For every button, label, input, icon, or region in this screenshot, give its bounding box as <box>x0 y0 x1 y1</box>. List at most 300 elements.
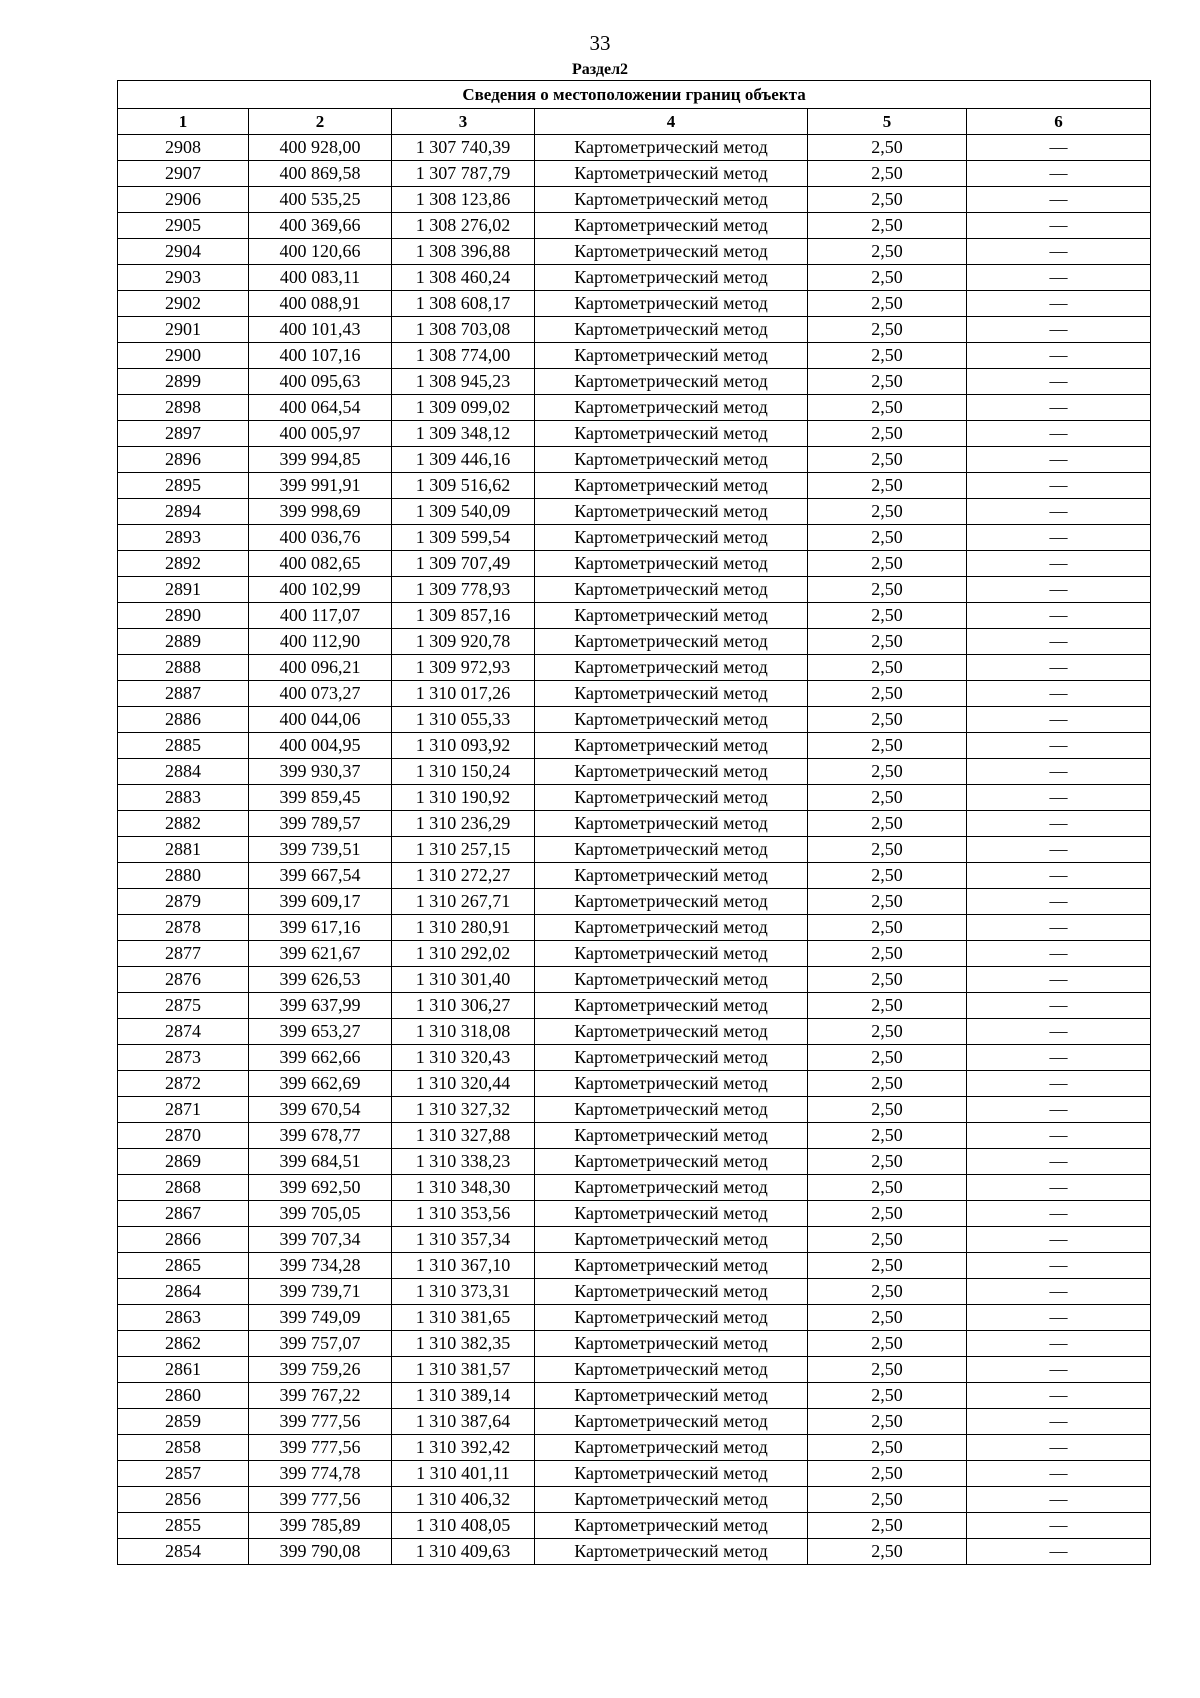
y-coordinate-cell: 1 308 945,23 <box>392 369 535 395</box>
table-row <box>118 993 1151 1019</box>
method-cell: Картометрический метод <box>535 447 808 473</box>
accuracy-cell: 2,50 <box>808 655 967 681</box>
y-coordinate-cell: 1 310 401,11 <box>392 1461 535 1487</box>
y-coordinate-cell: 1 310 272,27 <box>392 863 535 889</box>
point-number-cell: 2879 <box>118 889 249 915</box>
point-number-cell: 2891 <box>118 577 249 603</box>
point-number-cell: 2900 <box>118 343 249 369</box>
point-number-cell: 2868 <box>118 1175 249 1201</box>
method-cell: Картометрический метод <box>535 317 808 343</box>
description-cell: — <box>967 1253 1151 1279</box>
point-number-cell: 2884 <box>118 759 249 785</box>
method-cell: Картометрический метод <box>535 1357 808 1383</box>
accuracy-cell: 2,50 <box>808 629 967 655</box>
method-cell: Картометрический метод <box>535 759 808 785</box>
point-number-cell: 2865 <box>118 1253 249 1279</box>
x-coordinate-cell: 400 535,25 <box>249 187 392 213</box>
point-number-cell: 2887 <box>118 681 249 707</box>
table-row <box>118 343 1151 369</box>
point-number-cell: 2862 <box>118 1331 249 1357</box>
method-cell: Картометрический метод <box>535 1513 808 1539</box>
point-number-cell: 2874 <box>118 1019 249 1045</box>
accuracy-cell: 2,50 <box>808 1435 967 1461</box>
description-cell: — <box>967 577 1151 603</box>
table-row <box>118 213 1151 239</box>
accuracy-cell: 2,50 <box>808 863 967 889</box>
table-row <box>118 707 1151 733</box>
point-number-cell: 2881 <box>118 837 249 863</box>
point-number-cell: 2893 <box>118 525 249 551</box>
description-cell: — <box>967 603 1151 629</box>
description-cell: — <box>967 811 1151 837</box>
description-cell: — <box>967 681 1151 707</box>
method-cell: Картометрический метод <box>535 681 808 707</box>
point-number-cell: 2901 <box>118 317 249 343</box>
y-coordinate-cell: 1 310 267,71 <box>392 889 535 915</box>
column-number: 3 <box>392 109 535 135</box>
table-row <box>118 1201 1151 1227</box>
accuracy-cell: 2,50 <box>808 1383 967 1409</box>
table-row <box>118 1149 1151 1175</box>
point-number-cell: 2886 <box>118 707 249 733</box>
point-number-cell: 2883 <box>118 785 249 811</box>
x-coordinate-cell: 399 739,71 <box>249 1279 392 1305</box>
description-cell: — <box>967 1071 1151 1097</box>
description-cell: — <box>967 863 1151 889</box>
table-header <box>118 81 1151 135</box>
y-coordinate-cell: 1 310 280,91 <box>392 915 535 941</box>
point-number-cell: 2861 <box>118 1357 249 1383</box>
table-row <box>118 421 1151 447</box>
description-cell: — <box>967 499 1151 525</box>
section-title: Раздел2 <box>571 61 629 78</box>
point-number-cell: 2870 <box>118 1123 249 1149</box>
description-cell: — <box>967 213 1151 239</box>
table-row <box>118 1357 1151 1383</box>
method-cell: Картометрический метод <box>535 941 808 967</box>
accuracy-cell: 2,50 <box>808 1461 967 1487</box>
description-cell: — <box>967 837 1151 863</box>
x-coordinate-cell: 399 767,22 <box>249 1383 392 1409</box>
description-cell: — <box>967 1383 1151 1409</box>
point-number-cell: 2857 <box>118 1461 249 1487</box>
point-number-cell: 2880 <box>118 863 249 889</box>
accuracy-cell: 2,50 <box>808 1097 967 1123</box>
accuracy-cell: 2,50 <box>808 811 967 837</box>
description-cell: — <box>967 525 1151 551</box>
x-coordinate-cell: 399 621,67 <box>249 941 392 967</box>
accuracy-cell: 2,50 <box>808 759 967 785</box>
point-number-cell: 2866 <box>118 1227 249 1253</box>
x-coordinate-cell: 400 096,21 <box>249 655 392 681</box>
accuracy-cell: 2,50 <box>808 993 967 1019</box>
y-coordinate-cell: 1 308 774,00 <box>392 343 535 369</box>
description-cell: — <box>967 161 1151 187</box>
table-row <box>118 1045 1151 1071</box>
table-row <box>118 863 1151 889</box>
y-coordinate-cell: 1 308 396,88 <box>392 239 535 265</box>
description-cell: — <box>967 447 1151 473</box>
table-row <box>118 1487 1151 1513</box>
point-number-cell: 2885 <box>118 733 249 759</box>
description-cell: — <box>967 915 1151 941</box>
x-coordinate-cell: 400 101,43 <box>249 317 392 343</box>
y-coordinate-cell: 1 310 093,92 <box>392 733 535 759</box>
column-number: 6 <box>967 109 1151 135</box>
accuracy-cell: 2,50 <box>808 1253 967 1279</box>
point-number-cell: 2904 <box>118 239 249 265</box>
x-coordinate-cell: 400 082,65 <box>249 551 392 577</box>
point-number-cell: 2882 <box>118 811 249 837</box>
accuracy-cell: 2,50 <box>808 551 967 577</box>
x-coordinate-cell: 399 705,05 <box>249 1201 392 1227</box>
description-cell: — <box>967 239 1151 265</box>
y-coordinate-cell: 1 310 382,35 <box>392 1331 535 1357</box>
description-cell: — <box>967 421 1151 447</box>
accuracy-cell: 2,50 <box>808 265 967 291</box>
description-cell: — <box>967 473 1151 499</box>
table-row <box>118 317 1151 343</box>
description-cell: — <box>967 1461 1151 1487</box>
description-cell: — <box>967 1513 1151 1539</box>
description-cell: — <box>967 1149 1151 1175</box>
y-coordinate-cell: 1 310 320,44 <box>392 1071 535 1097</box>
method-cell: Картометрический метод <box>535 499 808 525</box>
y-coordinate-cell: 1 309 540,09 <box>392 499 535 525</box>
method-cell: Картометрический метод <box>535 629 808 655</box>
y-coordinate-cell: 1 310 292,02 <box>392 941 535 967</box>
x-coordinate-cell: 399 617,16 <box>249 915 392 941</box>
table-row <box>118 473 1151 499</box>
column-number: 4 <box>535 109 808 135</box>
description-cell: — <box>967 291 1151 317</box>
table-row <box>118 837 1151 863</box>
method-cell: Картометрический метод <box>535 1123 808 1149</box>
accuracy-cell: 2,50 <box>808 733 967 759</box>
point-number-cell: 2907 <box>118 161 249 187</box>
x-coordinate-cell: 399 790,08 <box>249 1539 392 1565</box>
y-coordinate-cell: 1 310 338,23 <box>392 1149 535 1175</box>
point-number-cell: 2898 <box>118 395 249 421</box>
method-cell: Картометрический метод <box>535 1487 808 1513</box>
description-cell: — <box>967 967 1151 993</box>
x-coordinate-cell: 400 120,66 <box>249 239 392 265</box>
accuracy-cell: 2,50 <box>808 187 967 213</box>
table-row <box>118 395 1151 421</box>
table-row <box>118 1461 1151 1487</box>
method-cell: Картометрический метод <box>535 837 808 863</box>
method-cell: Картометрический метод <box>535 1331 808 1357</box>
description-cell: — <box>967 1357 1151 1383</box>
description-cell: — <box>967 785 1151 811</box>
accuracy-cell: 2,50 <box>808 135 967 161</box>
table-row <box>118 1019 1151 1045</box>
x-coordinate-cell: 399 757,07 <box>249 1331 392 1357</box>
table-row <box>118 577 1151 603</box>
x-coordinate-cell: 400 869,58 <box>249 161 392 187</box>
point-number-cell: 2871 <box>118 1097 249 1123</box>
x-coordinate-cell: 399 777,56 <box>249 1487 392 1513</box>
point-number-cell: 2863 <box>118 1305 249 1331</box>
x-coordinate-cell: 399 662,69 <box>249 1071 392 1097</box>
accuracy-cell: 2,50 <box>808 473 967 499</box>
accuracy-cell: 2,50 <box>808 499 967 525</box>
table-row <box>118 161 1151 187</box>
table-row <box>118 655 1151 681</box>
y-coordinate-cell: 1 309 857,16 <box>392 603 535 629</box>
x-coordinate-cell: 400 102,99 <box>249 577 392 603</box>
method-cell: Картометрический метод <box>535 1019 808 1045</box>
method-cell: Картометрический метод <box>535 161 808 187</box>
description-cell: — <box>967 733 1151 759</box>
accuracy-cell: 2,50 <box>808 1175 967 1201</box>
table-row <box>118 1331 1151 1357</box>
x-coordinate-cell: 400 369,66 <box>249 213 392 239</box>
y-coordinate-cell: 1 307 787,79 <box>392 161 535 187</box>
point-number-cell: 2869 <box>118 1149 249 1175</box>
x-coordinate-cell: 400 036,76 <box>249 525 392 551</box>
accuracy-cell: 2,50 <box>808 213 967 239</box>
x-coordinate-cell: 399 692,50 <box>249 1175 392 1201</box>
method-cell: Картометрический метод <box>535 1045 808 1071</box>
y-coordinate-cell: 1 310 367,10 <box>392 1253 535 1279</box>
table-row <box>118 499 1151 525</box>
table-row <box>118 525 1151 551</box>
accuracy-cell: 2,50 <box>808 395 967 421</box>
x-coordinate-cell: 400 073,27 <box>249 681 392 707</box>
x-coordinate-cell: 400 044,06 <box>249 707 392 733</box>
x-coordinate-cell: 399 789,57 <box>249 811 392 837</box>
x-coordinate-cell: 399 774,78 <box>249 1461 392 1487</box>
y-coordinate-cell: 1 309 920,78 <box>392 629 535 655</box>
accuracy-cell: 2,50 <box>808 1149 967 1175</box>
method-cell: Картометрический метод <box>535 1175 808 1201</box>
y-coordinate-cell: 1 307 740,39 <box>392 135 535 161</box>
description-cell: — <box>967 343 1151 369</box>
table-row <box>118 603 1151 629</box>
x-coordinate-cell: 400 005,97 <box>249 421 392 447</box>
accuracy-cell: 2,50 <box>808 343 967 369</box>
y-coordinate-cell: 1 310 409,63 <box>392 1539 535 1565</box>
table-row <box>118 915 1151 941</box>
point-number-cell: 2889 <box>118 629 249 655</box>
point-number-cell: 2903 <box>118 265 249 291</box>
method-cell: Картометрический метод <box>535 525 808 551</box>
accuracy-cell: 2,50 <box>808 577 967 603</box>
y-coordinate-cell: 1 308 276,02 <box>392 213 535 239</box>
method-cell: Картометрический метод <box>535 1149 808 1175</box>
accuracy-cell: 2,50 <box>808 1019 967 1045</box>
accuracy-cell: 2,50 <box>808 317 967 343</box>
description-cell: — <box>967 369 1151 395</box>
accuracy-cell: 2,50 <box>808 291 967 317</box>
y-coordinate-cell: 1 309 972,93 <box>392 655 535 681</box>
table-row <box>118 291 1151 317</box>
point-number-cell: 2896 <box>118 447 249 473</box>
point-number-cell: 2867 <box>118 1201 249 1227</box>
description-cell: — <box>967 1201 1151 1227</box>
point-number-cell: 2864 <box>118 1279 249 1305</box>
table-row <box>118 1227 1151 1253</box>
accuracy-cell: 2,50 <box>808 239 967 265</box>
method-cell: Картометрический метод <box>535 655 808 681</box>
point-number-cell: 2905 <box>118 213 249 239</box>
table-row <box>118 1305 1151 1331</box>
description-cell: — <box>967 1331 1151 1357</box>
description-cell: — <box>967 1227 1151 1253</box>
column-number: 1 <box>118 109 249 135</box>
accuracy-cell: 2,50 <box>808 1409 967 1435</box>
accuracy-cell: 2,50 <box>808 447 967 473</box>
method-cell: Картометрический метод <box>535 265 808 291</box>
point-number-cell: 2858 <box>118 1435 249 1461</box>
x-coordinate-cell: 399 637,99 <box>249 993 392 1019</box>
y-coordinate-cell: 1 310 389,14 <box>392 1383 535 1409</box>
x-coordinate-cell: 399 739,51 <box>249 837 392 863</box>
point-number-cell: 2876 <box>118 967 249 993</box>
method-cell: Картометрический метод <box>535 785 808 811</box>
y-coordinate-cell: 1 310 257,15 <box>392 837 535 863</box>
description-cell: — <box>967 187 1151 213</box>
description-cell: — <box>967 1487 1151 1513</box>
x-coordinate-cell: 400 088,91 <box>249 291 392 317</box>
description-cell: — <box>967 395 1151 421</box>
description-cell: — <box>967 1175 1151 1201</box>
method-cell: Картометрический метод <box>535 1305 808 1331</box>
y-coordinate-cell: 1 310 236,29 <box>392 811 535 837</box>
accuracy-cell: 2,50 <box>808 1227 967 1253</box>
x-coordinate-cell: 399 653,27 <box>249 1019 392 1045</box>
accuracy-cell: 2,50 <box>808 889 967 915</box>
method-cell: Картометрический метод <box>535 421 808 447</box>
y-coordinate-cell: 1 310 353,56 <box>392 1201 535 1227</box>
x-coordinate-cell: 399 991,91 <box>249 473 392 499</box>
x-coordinate-cell: 399 994,85 <box>249 447 392 473</box>
boundary-coordinates-table <box>117 80 1151 1565</box>
accuracy-cell: 2,50 <box>808 161 967 187</box>
description-cell: — <box>967 1409 1151 1435</box>
point-number-cell: 2854 <box>118 1539 249 1565</box>
method-cell: Картометрический метод <box>535 1539 808 1565</box>
accuracy-cell: 2,50 <box>808 1305 967 1331</box>
description-cell: — <box>967 1123 1151 1149</box>
method-cell: Картометрический метод <box>535 213 808 239</box>
description-cell: — <box>967 655 1151 681</box>
y-coordinate-cell: 1 310 017,26 <box>392 681 535 707</box>
table-row <box>118 1279 1151 1305</box>
method-cell: Картометрический метод <box>535 551 808 577</box>
column-number: 2 <box>249 109 392 135</box>
x-coordinate-cell: 400 064,54 <box>249 395 392 421</box>
point-number-cell: 2899 <box>118 369 249 395</box>
x-coordinate-cell: 399 678,77 <box>249 1123 392 1149</box>
table-row <box>118 681 1151 707</box>
y-coordinate-cell: 1 310 381,57 <box>392 1357 535 1383</box>
method-cell: Картометрический метод <box>535 473 808 499</box>
description-cell: — <box>967 1019 1151 1045</box>
table-row <box>118 1253 1151 1279</box>
point-number-cell: 2859 <box>118 1409 249 1435</box>
method-cell: Картометрический метод <box>535 395 808 421</box>
accuracy-cell: 2,50 <box>808 369 967 395</box>
point-number-cell: 2877 <box>118 941 249 967</box>
x-coordinate-cell: 399 670,54 <box>249 1097 392 1123</box>
table-row <box>118 967 1151 993</box>
table-row <box>118 941 1151 967</box>
description-cell: — <box>967 629 1151 655</box>
description-cell: — <box>967 317 1151 343</box>
method-cell: Картометрический метод <box>535 1461 808 1487</box>
table-row <box>118 733 1151 759</box>
x-coordinate-cell: 399 734,28 <box>249 1253 392 1279</box>
x-coordinate-cell: 399 759,26 <box>249 1357 392 1383</box>
description-cell: — <box>967 1097 1151 1123</box>
accuracy-cell: 2,50 <box>808 525 967 551</box>
accuracy-cell: 2,50 <box>808 785 967 811</box>
y-coordinate-cell: 1 310 406,32 <box>392 1487 535 1513</box>
point-number-cell: 2855 <box>118 1513 249 1539</box>
point-number-cell: 2906 <box>118 187 249 213</box>
table-row <box>118 1409 1151 1435</box>
y-coordinate-cell: 1 310 306,27 <box>392 993 535 1019</box>
table-row <box>118 265 1151 291</box>
method-cell: Картометрический метод <box>535 1253 808 1279</box>
table-row <box>118 759 1151 785</box>
method-cell: Картометрический метод <box>535 239 808 265</box>
y-coordinate-cell: 1 309 707,49 <box>392 551 535 577</box>
y-coordinate-cell: 1 310 301,40 <box>392 967 535 993</box>
accuracy-cell: 2,50 <box>808 1071 967 1097</box>
x-coordinate-cell: 400 004,95 <box>249 733 392 759</box>
x-coordinate-cell: 399 777,56 <box>249 1435 392 1461</box>
description-cell: — <box>967 889 1151 915</box>
y-coordinate-cell: 1 310 190,92 <box>392 785 535 811</box>
y-coordinate-cell: 1 310 320,43 <box>392 1045 535 1071</box>
table-row <box>118 629 1151 655</box>
method-cell: Картометрический метод <box>535 343 808 369</box>
x-coordinate-cell: 399 684,51 <box>249 1149 392 1175</box>
method-cell: Картометрический метод <box>535 577 808 603</box>
x-coordinate-cell: 400 117,07 <box>249 603 392 629</box>
accuracy-cell: 2,50 <box>808 681 967 707</box>
column-number-row <box>118 109 1151 135</box>
description-cell: — <box>967 1539 1151 1565</box>
point-number-cell: 2902 <box>118 291 249 317</box>
table-row <box>118 187 1151 213</box>
accuracy-cell: 2,50 <box>808 1045 967 1071</box>
y-coordinate-cell: 1 308 123,86 <box>392 187 535 213</box>
point-number-cell: 2888 <box>118 655 249 681</box>
y-coordinate-cell: 1 308 460,24 <box>392 265 535 291</box>
column-number: 5 <box>808 109 967 135</box>
y-coordinate-cell: 1 310 318,08 <box>392 1019 535 1045</box>
description-cell: — <box>967 265 1151 291</box>
accuracy-cell: 2,50 <box>808 603 967 629</box>
method-cell: Картометрический метод <box>535 1097 808 1123</box>
y-coordinate-cell: 1 310 373,31 <box>392 1279 535 1305</box>
accuracy-cell: 2,50 <box>808 1123 967 1149</box>
y-coordinate-cell: 1 310 392,42 <box>392 1435 535 1461</box>
point-number-cell: 2872 <box>118 1071 249 1097</box>
description-cell: — <box>967 1435 1151 1461</box>
table-row <box>118 551 1151 577</box>
x-coordinate-cell: 400 928,00 <box>249 135 392 161</box>
table-row <box>118 1123 1151 1149</box>
accuracy-cell: 2,50 <box>808 967 967 993</box>
description-cell: — <box>967 993 1151 1019</box>
x-coordinate-cell: 400 095,63 <box>249 369 392 395</box>
y-coordinate-cell: 1 309 516,62 <box>392 473 535 499</box>
